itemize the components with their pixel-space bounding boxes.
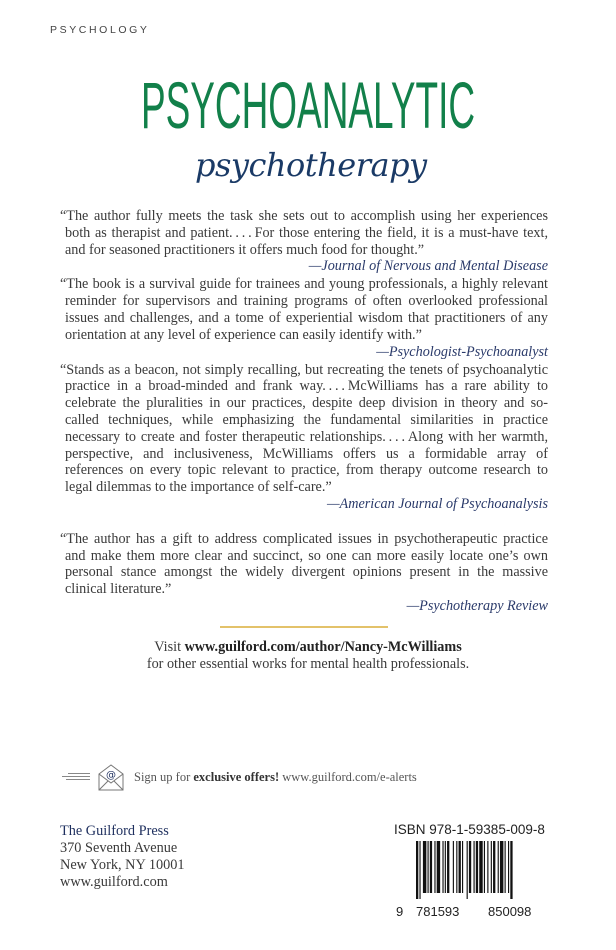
review-quote bbox=[60, 362, 548, 513]
publisher-city: New York, NY 10001 bbox=[60, 857, 185, 873]
barcode-bar bbox=[487, 841, 488, 893]
publisher-website[interactable]: www.guilford.com bbox=[60, 874, 168, 890]
barcode-bar bbox=[437, 841, 440, 893]
visit-line2: for other essential works for mental health professionals. bbox=[146, 656, 470, 672]
svg-text:@: @ bbox=[106, 770, 116, 781]
barcode-digits bbox=[392, 904, 572, 920]
email-envelope-icon bbox=[96, 762, 126, 792]
author-url-link[interactable]: www.guilford.com/author/Nancy-McWilliams bbox=[184, 639, 462, 655]
category-label: PSYCHOLOGY bbox=[50, 24, 150, 36]
visit-block bbox=[0, 639, 616, 673]
barcode-bar bbox=[493, 841, 495, 893]
publisher-name: The Guilford Press bbox=[60, 823, 169, 839]
barcode-icon bbox=[408, 841, 558, 899]
barcode-bar bbox=[430, 841, 432, 893]
barcode-bar bbox=[505, 841, 506, 893]
barcode-bar bbox=[510, 841, 512, 899]
quote-text: “The author has a gift to address complicated issues in psychotherapeutic practice and make them more clear and succinct, so one can more easily locate one’s own personal stance amongst the widely divergent opinions present in the massive clinical literature.” bbox=[60, 530, 548, 598]
barcode-bar bbox=[508, 841, 509, 893]
e-alerts-link[interactable]: www.guilford.com/e-alerts bbox=[279, 769, 417, 784]
barcode-bar bbox=[434, 841, 435, 893]
publisher-street: 370 Seventh Avenue bbox=[60, 840, 178, 856]
isbn-label: ISBN 978-1-59385-009-8 bbox=[394, 822, 545, 837]
review-quote bbox=[60, 208, 548, 275]
barcode-bar bbox=[467, 841, 468, 899]
barcode-bar bbox=[462, 841, 463, 893]
barcode-bar bbox=[476, 841, 478, 893]
signup-text: Sign up for exclusive offers! www.guilford.com/e-alerts bbox=[134, 769, 417, 784]
barcode-bar bbox=[500, 841, 503, 893]
exclusive-offers: exclusive offers! bbox=[193, 769, 280, 784]
barcode-bar bbox=[423, 841, 426, 893]
barcode-bar bbox=[442, 841, 443, 893]
review-quote bbox=[60, 276, 548, 360]
barcode-bar bbox=[484, 841, 485, 893]
barcode-bar bbox=[469, 841, 471, 893]
barcode-bar bbox=[445, 841, 446, 893]
quote-text: “Stands as a beacon, not simply recalling, but recreating the tenets of psychoanalytic practice in a broad-minded and frank way. . . . McWilliams has a rare ability to celebrate the pluralities in our practices, despite deep division in theory and so-called techniques, while emphasizing the fundamental similarities in practice necessary to create and foster therapeutic relationships. . . . Along with her warmth, perspective, and inclusiveness, McWilliams offers us a formidable array of references on every topic relevant to practice, from therapy outcome research to legal dilemmas to the importance of self-care.” bbox=[60, 361, 548, 496]
barcode-digits-group2: 850098 bbox=[488, 904, 532, 919]
speed-lines-icon bbox=[62, 772, 90, 782]
barcode-bar bbox=[491, 841, 492, 893]
barcode-bar bbox=[479, 841, 482, 893]
isbn-block bbox=[392, 822, 572, 920]
quote-text: “The book is a survival guide for trainees and young professionals, a highly relevant reminder for supervisors and training programs of often overlooked professional issues and challenges, and a tome of experiential wisdom that practitioners of any orientation at any level of experience can easily identify with.” bbox=[60, 276, 548, 343]
quote-attribution: —Psychologist-Psychoanalyst bbox=[376, 343, 548, 360]
barcode-bar bbox=[419, 841, 420, 899]
quote-text: “The author fully meets the task she sets out to accomplish using her experiences both as therapist and patient. . . . For those entering the field, it is a must-have text, and for seasoned practitioners it offers much food for thought.” bbox=[60, 208, 548, 258]
barcode-bar bbox=[453, 841, 454, 893]
book-subtitle: psychotherapy bbox=[195, 146, 427, 184]
book-title: PSYCHOANALYTIC bbox=[140, 68, 476, 142]
signup-row bbox=[62, 762, 417, 792]
barcode-bar bbox=[498, 841, 499, 893]
visit-prefix: Visit bbox=[154, 639, 185, 655]
gold-divider bbox=[220, 626, 388, 628]
barcode-bar bbox=[474, 841, 475, 893]
quote-attribution: —Journal of Nervous and Mental Disease bbox=[308, 258, 548, 275]
barcode-bar bbox=[428, 841, 429, 893]
quote-attribution: —Psychotherapy Review bbox=[406, 597, 548, 614]
barcode-bar bbox=[456, 841, 457, 893]
publisher-address bbox=[60, 823, 185, 891]
barcode-bar bbox=[447, 841, 449, 893]
barcode-bar bbox=[459, 841, 461, 893]
barcode-digits-group1: 781593 bbox=[416, 904, 460, 919]
review-quotes bbox=[60, 208, 548, 633]
barcode-digit-first: 9 bbox=[396, 904, 404, 919]
barcode-bar bbox=[416, 841, 418, 899]
review-quote bbox=[60, 531, 548, 615]
quote-attribution: —American Journal of Psychoanalysis bbox=[326, 495, 548, 512]
